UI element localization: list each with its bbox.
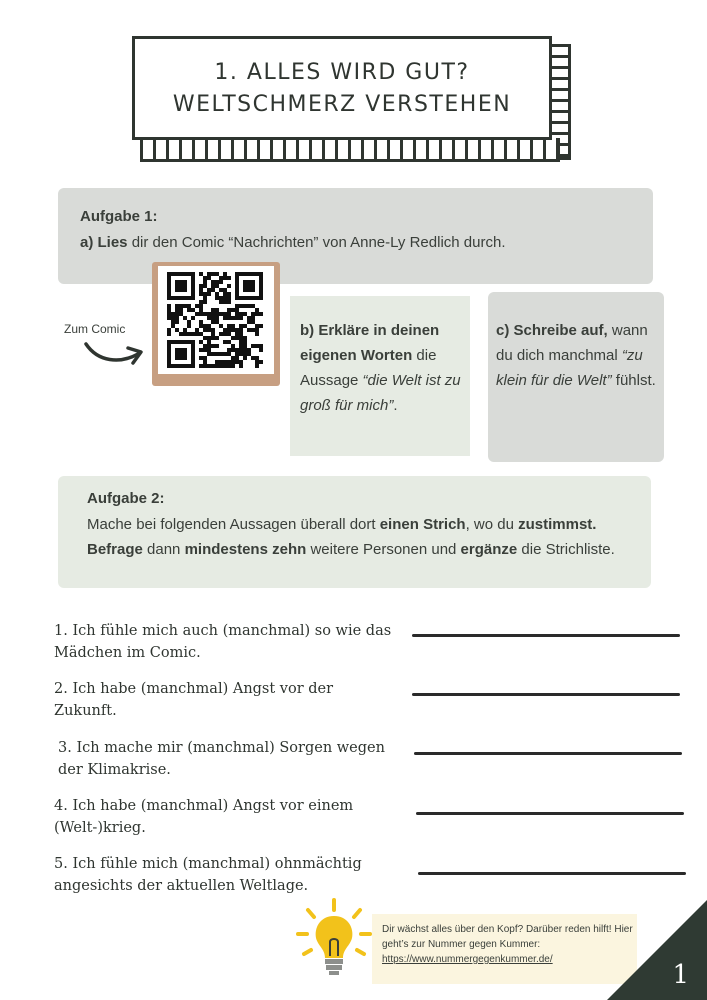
statement-line2: Zukunft. <box>54 703 117 719</box>
task2-text-part: Mache bei folgenden Aussagen überall dort <box>87 516 380 533</box>
statement-1 <box>54 620 404 664</box>
task1-c-text <box>496 318 656 393</box>
task1-b-quote: “die Welt ist zu groß für mich” <box>300 372 461 414</box>
statement-line1: 3. Ich mache mir (manchmal) Sorgen wegen <box>58 740 385 756</box>
hint-link[interactable]: https://www.nummergegenkummer.de/ <box>382 954 553 965</box>
qr-code-icon[interactable] <box>167 272 263 368</box>
statement-line1: 1. Ich fühle mich auch (manchmal) so wie das <box>54 623 392 639</box>
page-corner <box>607 900 707 1000</box>
tally-line-3[interactable] <box>414 752 682 755</box>
task2-text <box>87 512 632 562</box>
tally-line-1[interactable] <box>412 634 680 637</box>
hint-text <box>382 922 637 967</box>
lightbulb-icon <box>294 896 374 986</box>
task2-text-part: , wo du <box>465 516 519 533</box>
statement-line2: (Welt-)krieg. <box>54 820 146 836</box>
task2-bold-part: einen Strich <box>379 516 466 533</box>
tally-line-5[interactable] <box>418 872 686 875</box>
statement-2 <box>54 678 404 722</box>
task2-text-part: dann <box>142 541 185 558</box>
task2-bold-part: ergänze <box>460 541 518 558</box>
statement-3 <box>58 737 408 781</box>
tally-line-4[interactable] <box>416 812 684 815</box>
task2-bold-part: mindestens zehn <box>184 541 307 558</box>
page-title-line1: 1. ALLES WIRD GUT? <box>214 60 470 85</box>
page-number: 1 <box>672 960 689 990</box>
curved-arrow-icon <box>84 338 146 368</box>
task1-a-label: a) Lies <box>80 234 128 251</box>
task1-a-body: dir den Comic “Nachrichten” von Anne-Ly Redlich durch. <box>127 234 506 251</box>
title-box <box>132 36 552 140</box>
statement-line1: 4. Ich habe (manchmal) Angst vor einem <box>54 798 354 814</box>
statement-line2: angesichts der aktuellen Weltlage. <box>54 878 309 894</box>
statement-4 <box>54 795 404 839</box>
task2-text-part: weitere Personen und <box>306 541 461 558</box>
task1-c-bold: c) Schreibe auf, <box>496 322 608 339</box>
task2-text-part: die Strichliste. <box>517 541 615 558</box>
task1-b-text <box>300 318 465 418</box>
task1-b-bold: b) Erkläre in deinen eigenen Worten <box>300 322 440 364</box>
title-box-stripes <box>140 138 560 162</box>
task1-c-quote: “zu klein für die Welt” <box>496 347 643 389</box>
statement-line2: der Klimakrise. <box>58 762 171 778</box>
page-title-line2: WELTSCHMERZ VERSTEHEN <box>172 92 512 117</box>
statement-line1: 2. Ich habe (manchmal) Angst vor der <box>54 681 334 697</box>
statement-line2: Mädchen im Comic. <box>54 645 201 661</box>
statement-5 <box>54 853 404 897</box>
task2-heading: Aufgabe 2: <box>87 490 165 507</box>
statement-line1: 5. Ich fühle mich (manchmal) ohnmächtig <box>54 856 362 872</box>
task1-b-body: die Aussage <box>300 347 437 389</box>
task1-heading: Aufgabe 1: <box>80 208 158 225</box>
task1-a-text <box>80 234 505 251</box>
hint-body: Dir wächst alles über den Kopf? Darüber reden hilft! Hier geht’s zur Nummer gegen Kummer: <box>382 924 633 950</box>
tally-line-2[interactable] <box>412 693 680 696</box>
task1-c-body: wann du dich manchmal <box>496 322 648 364</box>
task2-bold-part: zustimmst. Befrage <box>87 516 597 558</box>
task1-c-end: fühlst. <box>611 372 656 389</box>
qr-caption: Zum Comic <box>64 322 126 336</box>
task1-b-end: . <box>393 397 398 414</box>
